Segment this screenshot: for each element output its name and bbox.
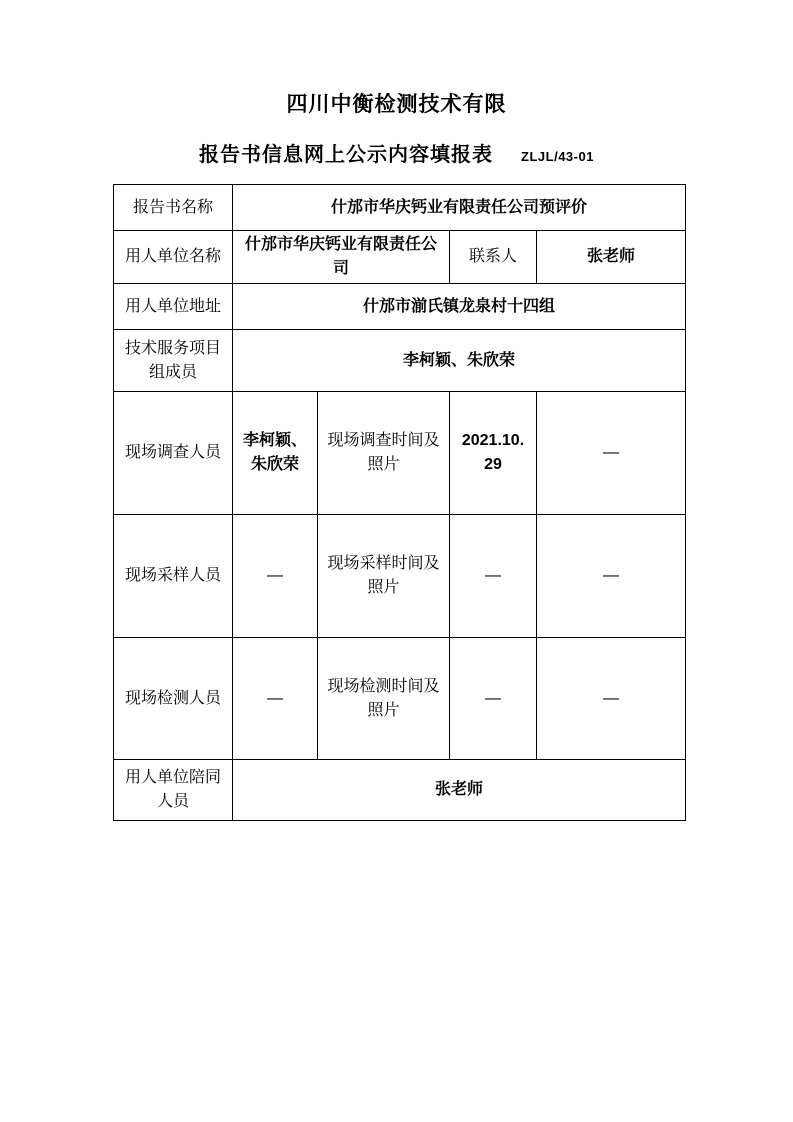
site-survey-time-value: 2021.10.29 xyxy=(450,392,537,515)
contact-label: 联系人 xyxy=(450,231,537,284)
project-team-value: 李柯颖、朱欣荣 xyxy=(233,330,686,392)
table-row-accompanying-personnel xyxy=(114,760,686,821)
site-testing-time-value: — xyxy=(450,638,537,760)
site-survey-extra: — xyxy=(537,392,686,515)
site-testing-extra: — xyxy=(537,638,686,760)
table-row-site-sampling xyxy=(114,515,686,638)
accompanying-personnel-label: 用人单位陪同人员 xyxy=(114,760,233,821)
document-title: 四川中衡检测技术有限 xyxy=(286,93,507,116)
employer-name-value: 什邡市华庆钙业有限责任公司 xyxy=(233,231,450,284)
table-row-site-testing xyxy=(114,638,686,760)
table-row-employer-name xyxy=(114,231,686,284)
document-subtitle: 报告书信息网上公示内容填报表 xyxy=(199,144,494,166)
accompanying-personnel-value: 张老师 xyxy=(233,760,686,821)
contact-value: 张老师 xyxy=(537,231,686,284)
table-row-employer-address xyxy=(114,284,686,330)
site-testing-personnel: — xyxy=(233,638,318,760)
report-name-label: 报告书名称 xyxy=(114,185,233,231)
subtitle-row xyxy=(0,142,793,168)
employer-address-value: 什邡市湔氏镇龙泉村十四组 xyxy=(233,284,686,330)
site-sampling-label: 现场采样人员 xyxy=(114,515,233,638)
project-team-label: 技术服务项目组成员 xyxy=(114,330,233,392)
site-sampling-time-value: — xyxy=(450,515,537,638)
table-row-site-survey xyxy=(114,392,686,515)
site-survey-label: 现场调查人员 xyxy=(114,392,233,515)
report-name-value: 什邡市华庆钙业有限责任公司预评价 xyxy=(233,185,686,231)
site-survey-personnel: 李柯颖、朱欣荣 xyxy=(233,392,318,515)
table-row-project-team xyxy=(114,330,686,392)
employer-address-label: 用人单位地址 xyxy=(114,284,233,330)
site-sampling-time-photo-label: 现场采样时间及照片 xyxy=(318,515,450,638)
site-sampling-personnel: — xyxy=(233,515,318,638)
site-sampling-extra: — xyxy=(537,515,686,638)
site-testing-time-photo-label: 现场检测时间及照片 xyxy=(318,638,450,760)
site-testing-label: 现场检测人员 xyxy=(114,638,233,760)
site-survey-time-photo-label: 现场调查时间及照片 xyxy=(318,392,450,515)
employer-name-label: 用人单位名称 xyxy=(114,231,233,284)
table-row-report-name xyxy=(114,185,686,231)
report-info-table xyxy=(113,184,686,821)
form-code: ZLJL/43-01 xyxy=(521,149,594,164)
